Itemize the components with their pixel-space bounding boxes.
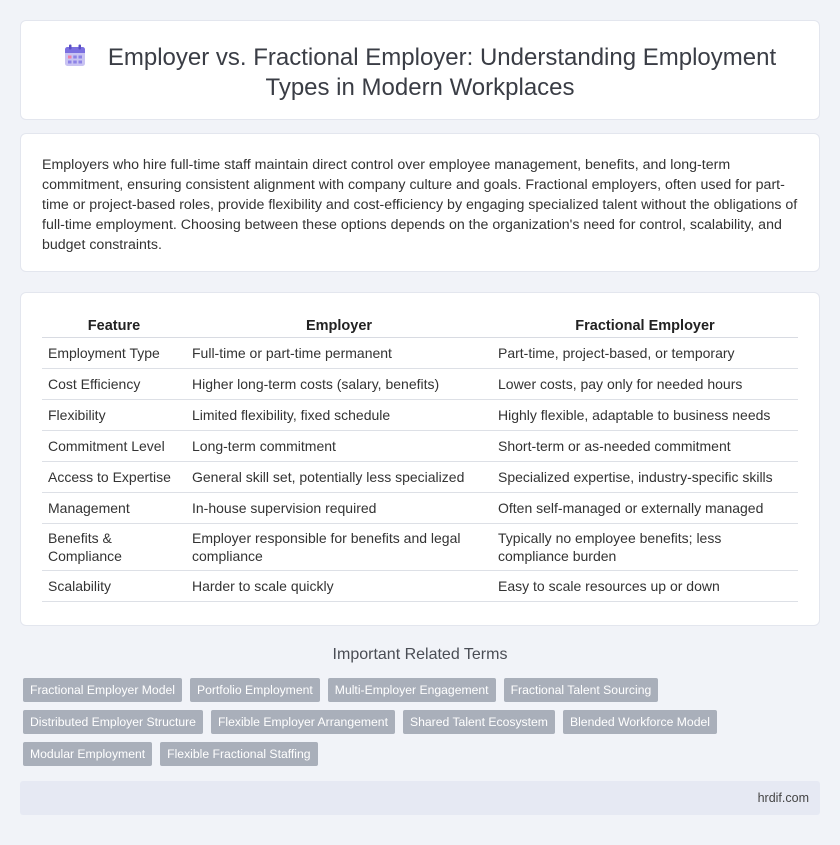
related-term-tag[interactable]: Shared Talent Ecosystem [403, 710, 555, 734]
fractional-cell: Typically no employee benefits; less compliance burden [492, 523, 798, 570]
table-row [42, 368, 798, 399]
related-term-tag[interactable]: Portfolio Employment [190, 678, 320, 702]
related-term-tag[interactable]: Flexible Fractional Staffing [160, 742, 317, 766]
related-term-tag[interactable]: Fractional Employer Model [23, 678, 182, 702]
tag-row [23, 742, 823, 766]
table-row [42, 492, 798, 523]
fractional-cell: Specialized expertise, industry-specific skills [492, 461, 798, 492]
page-title: Employer vs. Fractional Employer: Understanding Employment Types in Modern Workplaces [107, 44, 777, 101]
header-feature: Feature [42, 314, 186, 337]
summary-text: Employers who hire full-time staff maintain direct control over employee management, benefits, and long-term commitment, ensuring consistent alignment with company culture and goals. Fractional employers, often used for part-time or project-based roles, provide flexibility and cost-efficiency by engaging specialized talent without the obligations of full-time employment. Choosing between these options depends on the organization's need for control, scalability, and budget constraints. [42, 157, 798, 253]
tag-row [23, 710, 823, 734]
employer-cell: Limited flexibility, fixed schedule [186, 399, 492, 430]
related-term-tag[interactable]: Distributed Employer Structure [23, 710, 203, 734]
feature-cell: Benefits & Compliance [42, 523, 186, 570]
feature-cell: Flexibility [42, 399, 186, 430]
feature-cell: Management [42, 492, 186, 523]
tag-row [23, 678, 823, 702]
footer-site-link[interactable]: hrdif.com [757, 791, 809, 805]
feature-cell: Commitment Level [42, 430, 186, 461]
fractional-cell: Short-term or as-needed commitment [492, 430, 798, 461]
calendar-icon [64, 44, 86, 68]
comparison-table [42, 314, 798, 602]
table-row [42, 461, 798, 492]
related-term-tag[interactable]: Modular Employment [23, 742, 152, 766]
related-term-tag[interactable]: Blended Workforce Model [563, 710, 717, 734]
fractional-cell: Part-time, project-based, or temporary [492, 337, 798, 368]
related-terms-list [23, 678, 823, 774]
related-term-tag[interactable]: Multi-Employer Engagement [328, 678, 496, 702]
feature-cell: Access to Expertise [42, 461, 186, 492]
related-term-tag[interactable]: Flexible Employer Arrangement [211, 710, 395, 734]
related-term-tag[interactable]: Fractional Talent Sourcing [504, 678, 659, 702]
employer-cell: In-house supervision required [186, 492, 492, 523]
fractional-cell: Lower costs, pay only for needed hours [492, 368, 798, 399]
table-header-row [42, 314, 798, 337]
table-row [42, 523, 798, 570]
fractional-cell: Often self-managed or externally managed [492, 492, 798, 523]
employer-cell: Harder to scale quickly [186, 570, 492, 601]
related-terms-heading: Important Related Terms [332, 646, 508, 663]
fractional-cell: Easy to scale resources up or down [492, 570, 798, 601]
header-employer: Employer [186, 314, 492, 337]
summary-card [20, 133, 820, 272]
feature-cell: Employment Type [42, 337, 186, 368]
employer-cell: Full-time or part-time permanent [186, 337, 492, 368]
fractional-cell: Highly flexible, adaptable to business needs [492, 399, 798, 430]
employer-cell: Higher long-term costs (salary, benefits) [186, 368, 492, 399]
employer-cell: Employer responsible for benefits and legal compliance [186, 523, 492, 570]
table-row [42, 430, 798, 461]
table-row [42, 570, 798, 601]
feature-cell: Cost Efficiency [42, 368, 186, 399]
employer-cell: General skill set, potentially less specialized [186, 461, 492, 492]
page-title-wrap [21, 43, 819, 103]
table-row [42, 399, 798, 430]
employer-cell: Long-term commitment [186, 430, 492, 461]
header-fractional-employer: Fractional Employer [492, 314, 798, 337]
footer [20, 781, 820, 815]
table-row [42, 337, 798, 368]
title-card [20, 20, 820, 120]
feature-cell: Scalability [42, 570, 186, 601]
comparison-card [20, 292, 820, 626]
